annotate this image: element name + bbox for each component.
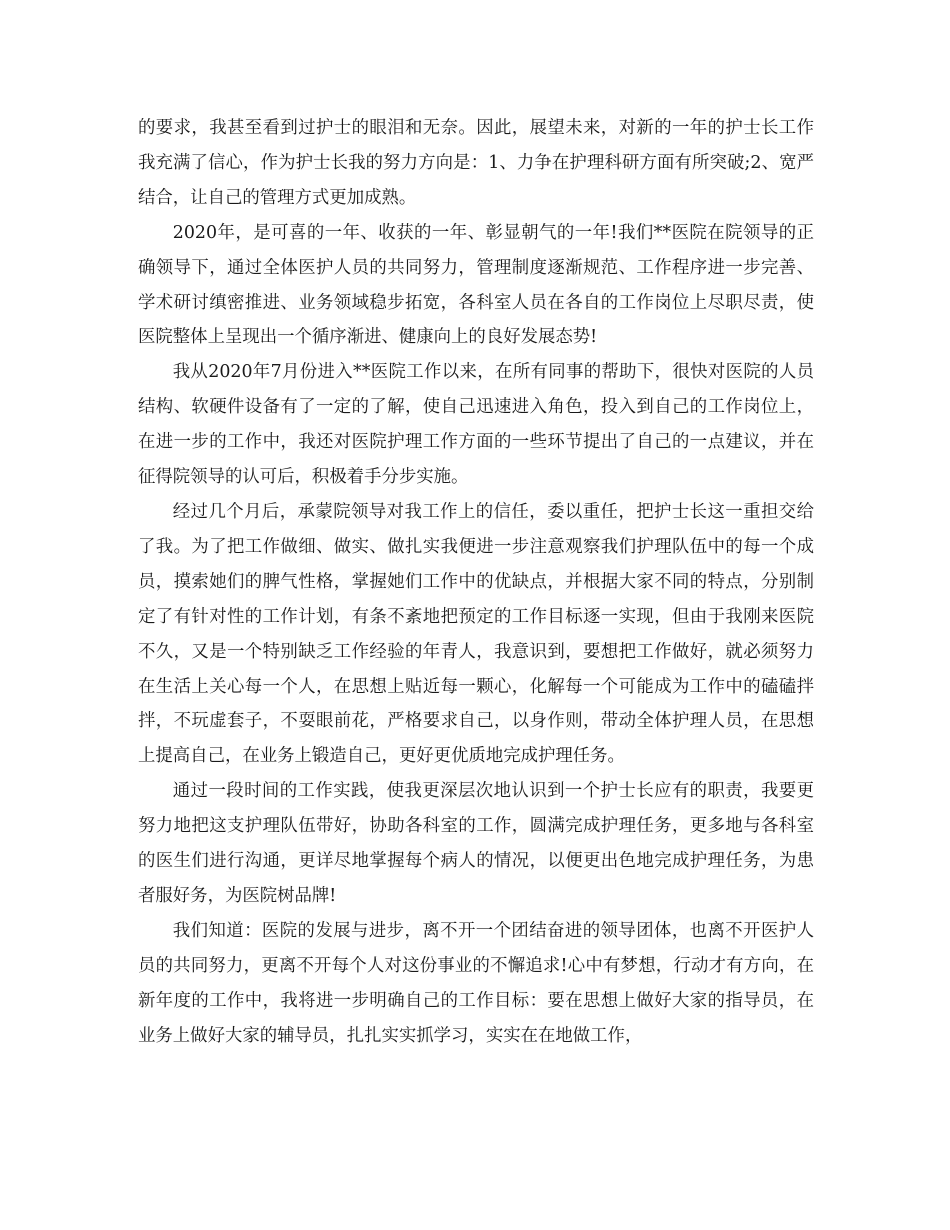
paragraph: 我从2020年7月份进入**医院工作以来，在所有同事的帮助下，很快对医院的人员结构、软硬件设备有了一定的了解，使自己迅速进入角色，投入到自己的工作岗位上，在进一步的工作中，我还对医院护理工作方面的一些环节提出了自己的一点建议，并在征得院领导的认可后，积极着手分步实施。 — [138, 362, 814, 488]
paragraph: 我们知道：医院的发展与进步，离不开一个团结奋进的领导团体，也离不开医护人员的共同努力，更离不开每个人对这份事业的不懈追求!心中有梦想，行动才有方向，在新年度的工作中，我将进一步明确自己的工作目标：要在思想上做好大家的指导员，在业务上做好大家的辅导员，扎扎实实抓学习，实实在在地做工作， — [138, 920, 814, 1046]
paragraph: 通过一段时间的工作实践，使我更深层次地认识到一个护士长应有的职责，我要更努力地把这支护理队伍带好，协助各科室的工作，圆满完成护理任务，更多地与各科室的医生们进行沟通，更详尽地掌握每个病人的情况，以便更出色地完成护理任务，为患者服好务，为医院树品牌! — [138, 781, 814, 906]
paragraph: 经过几个月后，承蒙院领导对我工作上的信任，委以重任，把护士长这一重担交给了我。为了把工作做细、做实、做扎实我便进一步注意观察我们护理队伍中的每一个成员，摸索她们的脾气性格，掌握她们工作中的优缺点，并根据大家不同的特点，分别制定了有针对性的工作计划，有条不紊地把预定的工作目标逐一实现，但由于我刚来医院不久，又是一个特别缺乏工作经验的年青人，我意识到，要想把工作做好，就必须努力在生活上关心每一个人，在思想上贴近每一颗心，化解每一个可能成为工作中的磕磕拌拌，不玩虚套子，不耍眼前花，严格要求自己，以身作则，带动全体护理人员，在思想上提高自己，在业务上锻造自己，更好更优质地完成护理任务。 — [138, 501, 814, 767]
paragraph: 2020年，是可喜的一年、收获的一年、彰显朝气的一年!我们**医院在院领导的正确领导下，通过全体医护人员的共同努力，管理制度逐渐规范、工作程序进一步完善、学术研讨缜密推进、业务领域稳步拓宽，各科室人员在各自的工作岗位上尽职尽责，使医院整体上呈现出一个循序渐进、健康向上的良好发展态势! — [138, 222, 814, 348]
document-body — [138, 111, 814, 1053]
paragraph-continued: 的要求，我甚至看到过护士的眼泪和无奈。因此，展望未来，对新的一年的护士长工作我充满了信心，作为护士长我的努力方向是：1、力争在护理科研方面有所突破;2、宽严结合，让自己的管理方式更加成熟。 — [138, 118, 814, 208]
